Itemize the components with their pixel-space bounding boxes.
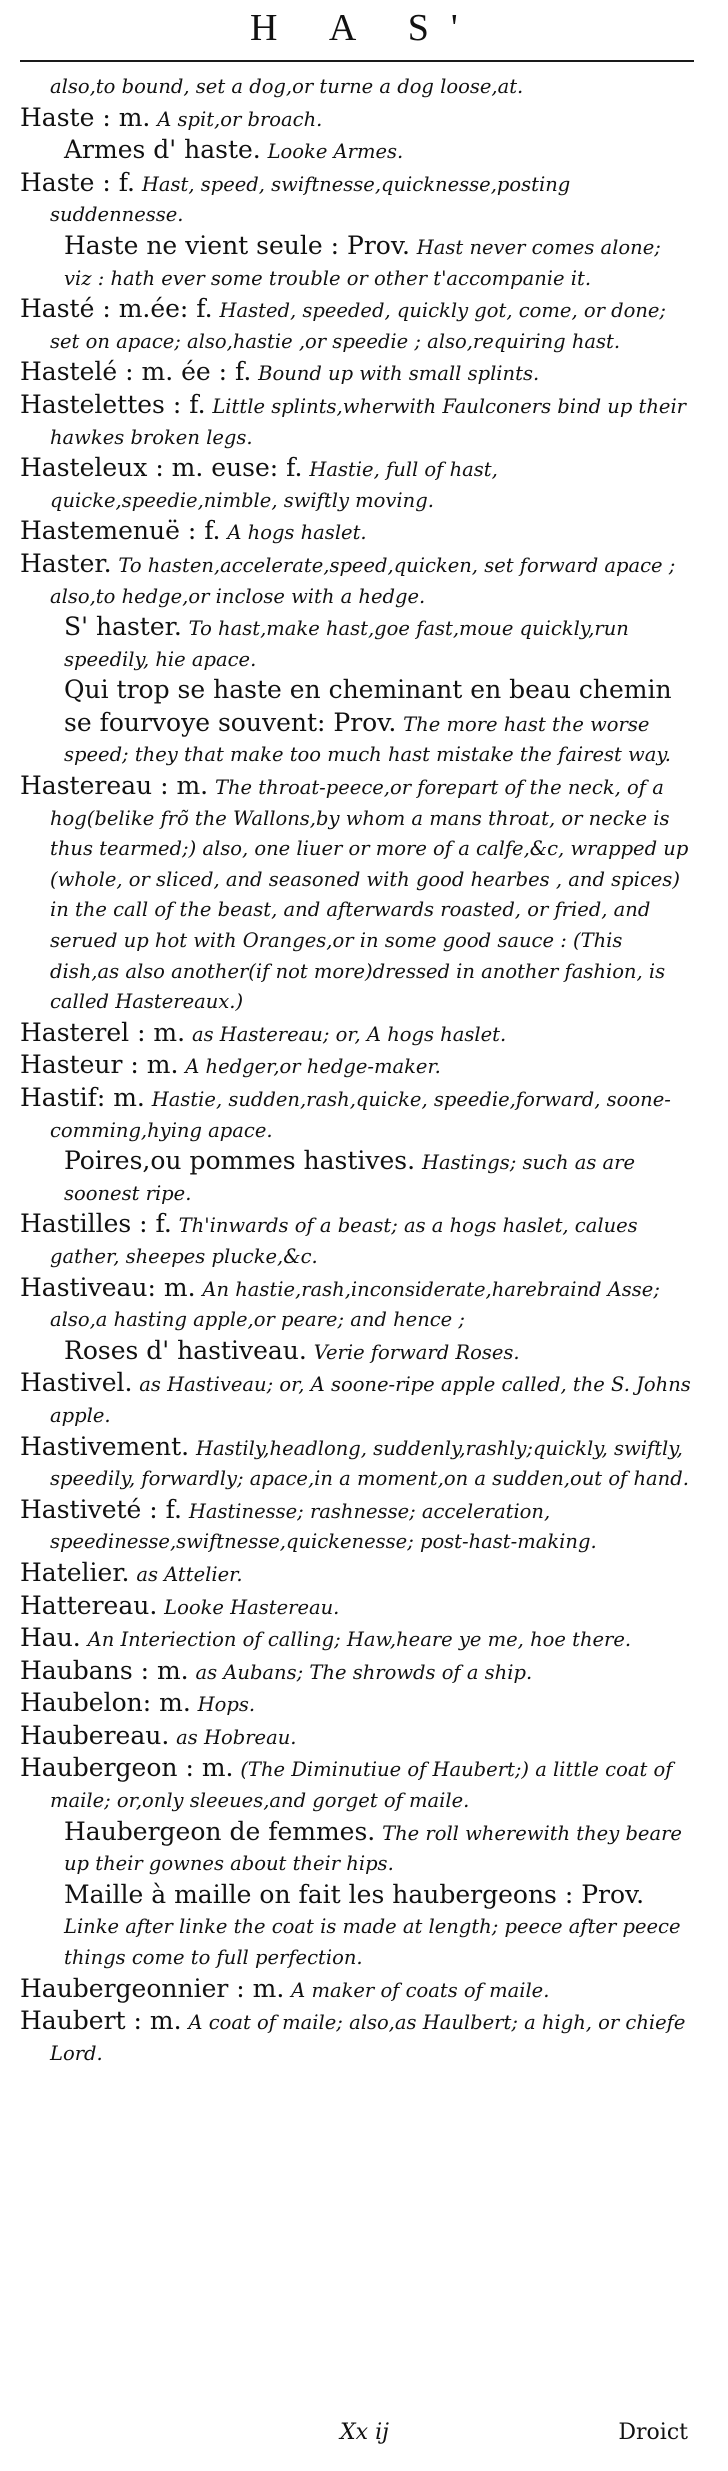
entry-gloss: Hastinesse; rashnesse; acceleration, speedinesse,swiftnesse,quickenesse; post-hast-making. [50, 1499, 597, 1554]
entry-gloss: as Hobreau. [176, 1725, 297, 1749]
entry-headword: Haubert : m. [20, 2006, 182, 2036]
entry-gloss: Little splints,wherwith Faulconers bind up their hawkes broken legs. [50, 394, 686, 449]
entry-gloss: The roll wherewith they beare up their gownes about their hips. [64, 1821, 682, 1876]
entry-gloss: A hogs haslet. [227, 521, 367, 545]
entry-gloss: To hast,make hast,goe fast,moue quickly,run speedily, hie apace. [64, 617, 629, 671]
entry-headword: Hastemenuë : f. [20, 516, 221, 546]
entry-headword: Hastivement. [20, 1431, 190, 1461]
entry-gloss: as Hastiveau; or, A soone-ripe apple called, the S. Johns apple. [50, 1373, 691, 1427]
dictionary-entry [20, 168, 694, 231]
entry-headword: Hastivel. [20, 1368, 133, 1398]
dictionary-entry [20, 357, 694, 390]
entry-headword: Haubergeonnier : m. [20, 1973, 285, 2003]
entry-headword: Armes d' haste. [64, 135, 261, 165]
dictionary-entry [20, 1209, 694, 1272]
entry-headword: Hasté : m.ée: f. [20, 294, 213, 324]
entry-headword: Hasterel : m. [20, 1017, 186, 1047]
dictionary-entry [20, 1495, 694, 1558]
entry-headword: Haste : m. [20, 102, 151, 132]
entry-gloss: Linke after linke the coat is made at length; peece after peece things come to full perfection. [64, 1915, 681, 1970]
entry-list [20, 72, 694, 2069]
entry-headword: Haste ne vient seule : Prov. [64, 230, 410, 260]
dictionary-entry [20, 1591, 694, 1624]
dictionary-entry [20, 1974, 694, 2007]
dictionary-entry [20, 1273, 694, 1336]
dictionary-entry [20, 549, 694, 612]
dictionary-entry [20, 1721, 694, 1754]
entry-headword: Hau. [20, 1623, 81, 1653]
entry-gloss: as Aubans; The shrowds of a ship. [195, 1660, 533, 1684]
entry-gloss: as Attelier. [136, 1562, 243, 1586]
entry-headword: Haubergeon : m. [20, 1753, 234, 1783]
entry-headword: Qui trop se haste en cheminant en beau chemin se fourvoye souvent: Prov. [64, 675, 672, 737]
sub-entry [34, 135, 694, 168]
dictionary-entry [20, 1688, 694, 1721]
entry-gloss: Hasted, speeded, quickly got, come, or done; set on apace; also,hastie ,or speedie ; also,requiring hast. [50, 299, 666, 353]
sub-entry [34, 1146, 694, 1209]
entry-gloss: A spit,or broach. [157, 107, 323, 131]
running-head-word: H A S' [250, 7, 480, 49]
entry-gloss: Hastie, sudden,rash,quicke, speedie,forward, soone-comming,hying apace. [50, 1088, 671, 1142]
entry-gloss: Looke Armes. [267, 140, 404, 164]
entry-headword: Haubergeon de femmes. [64, 1816, 376, 1846]
entry-headword: Roses d' hastiveau. [64, 1335, 307, 1365]
dictionary-entry [20, 1753, 694, 1816]
entry-gloss: Verie forward Roses. [313, 1340, 520, 1364]
entry-gloss: Looke Hastereau. [164, 1595, 340, 1619]
entry-gloss: To hasten,accelerate,speed,quicken, set forward apace ; also,to hedge,or inclose with a hedge. [50, 553, 676, 608]
entry-headword: Hastiveté : f. [20, 1494, 182, 1524]
dictionary-entry [20, 771, 694, 1018]
running-head [20, 0, 694, 70]
entry-headword: Poires,ou pommes hastives. [64, 1146, 416, 1176]
entry-headword: Haubelon: m. [20, 1688, 191, 1718]
sub-entry [34, 675, 694, 771]
header-rule [20, 60, 694, 62]
entry-gloss: Hastie, full of hast, quicke,speedie,nimble, swiftly moving. [50, 458, 498, 512]
entry-headword: Haster. [20, 548, 112, 578]
dictionary-entry [20, 1368, 694, 1431]
entry-gloss: An hastie,rash,inconsiderate,harebraind Asse; also,a hasting apple,or peare; and hence ; [50, 1277, 660, 1332]
entry-headword: Hastilles : f. [20, 1209, 172, 1239]
entry-gloss: A coat of maile; also,as Haulbert; a high, or chiefe Lord. [50, 2011, 686, 2065]
entry-gloss: The more hast the worse speed; they that make too much hast mistake the fairest way. [64, 712, 671, 767]
entry-headword: Hastelettes : f. [20, 389, 206, 419]
entry-gloss: Hast, speed, swiftnesse,quicknesse,posting suddennesse. [50, 172, 571, 227]
sub-entry [34, 231, 694, 294]
entry-gloss: also,to bound, set a dog,or turne a dog loose,at. [50, 75, 524, 98]
entry-gloss: An Interiection of calling; Haw,heare ye me, hoe there. [87, 1628, 632, 1652]
dictionary-entry [20, 1018, 694, 1051]
entry-headword: Haubans : m. [20, 1655, 189, 1685]
entry-gloss: (The Diminutiue of Haubert;) a little coat of maile; or,only sleeues,and gorget of maile. [50, 1758, 673, 1813]
entry-headword: S' haster. [64, 612, 182, 642]
entry-gloss: Bound up with small splints. [258, 362, 540, 386]
dictionary-entry [20, 103, 694, 136]
entry-headword: Hastiveau: m. [20, 1272, 196, 1302]
dictionary-entry [20, 1656, 694, 1689]
dictionary-entry [20, 1623, 694, 1656]
dictionary-entry [20, 1050, 694, 1083]
sub-entry [34, 1336, 694, 1369]
dictionary-entry [20, 516, 694, 549]
entry-gloss: Th'inwards of a beast; as a hogs haslet, calues gather, sheepes plucke,&c. [50, 1214, 638, 1268]
entry-gloss: A maker of coats of maile. [291, 1978, 550, 2002]
dictionary-entry [20, 2006, 694, 2069]
entry-headword: Hastelé : m. ée : f. [20, 357, 252, 387]
entry-gloss: A hedger,or hedge-maker. [185, 1055, 441, 1079]
entry-gloss: as Hastereau; or, A hogs haslet. [191, 1022, 507, 1046]
dictionary-entry [20, 1432, 694, 1495]
entry-headword: Hattereau. [20, 1590, 158, 1620]
entry-headword: Maille à maille on fait les haubergeons : Prov. [64, 1879, 645, 1909]
entry-gloss: Hast never comes alone; viz : hath ever some trouble or other t'accompanie it. [64, 235, 661, 290]
entry-gloss: Hastings; such as are soonest ripe. [64, 1151, 636, 1205]
entry-headword: Haubereau. [20, 1720, 170, 1750]
dictionary-entry [20, 294, 694, 357]
sub-entry [34, 1817, 694, 1880]
entry-headword: Hasteur : m. [20, 1050, 179, 1080]
page-footer [0, 2420, 728, 2460]
entry-gloss: The throat-peece,or forepart of the neck, of a hog(belike frõ the Wallons,by whom a mans throat, or necke is thus tearmed;) also, one liuer or more of a calfe,&c, wrapped up (whole, or sliced, and seasoned with good hearbes , and spices) in the call of the beast, and afterwards roasted, or fried, and serued up hot with Oranges,or in some good sauce : (This dish,as also another(if not more)dressed in another fashion, is called Hastereaux.) [50, 776, 689, 1014]
entry-headword: Haste : f. [20, 167, 136, 197]
dictionary-entry [20, 453, 694, 516]
sub-entry [34, 612, 694, 675]
entry-gloss: Hops. [197, 1693, 256, 1717]
dictionary-entry [20, 1083, 694, 1146]
entry-headword: Hastif: m. [20, 1083, 145, 1112]
signature-mark: Xx ij [340, 2420, 389, 2445]
catchword: Droict [618, 2420, 688, 2445]
sub-entry [34, 1880, 694, 1974]
dictionary-entry [20, 1558, 694, 1591]
entry-headword: Hatelier. [20, 1557, 130, 1587]
dictionary-entry [20, 390, 694, 453]
entry-headword: Hasteleux : m. euse: f. [20, 453, 303, 483]
dictionary-entry [20, 72, 694, 103]
entry-gloss: Hastily,headlong, suddenly,rashly;quickly, swiftly, speedily, forwardly; apace,in a moment,on a sudden,out of hand. [50, 1436, 689, 1491]
entry-headword: Hastereau : m. [20, 771, 209, 801]
